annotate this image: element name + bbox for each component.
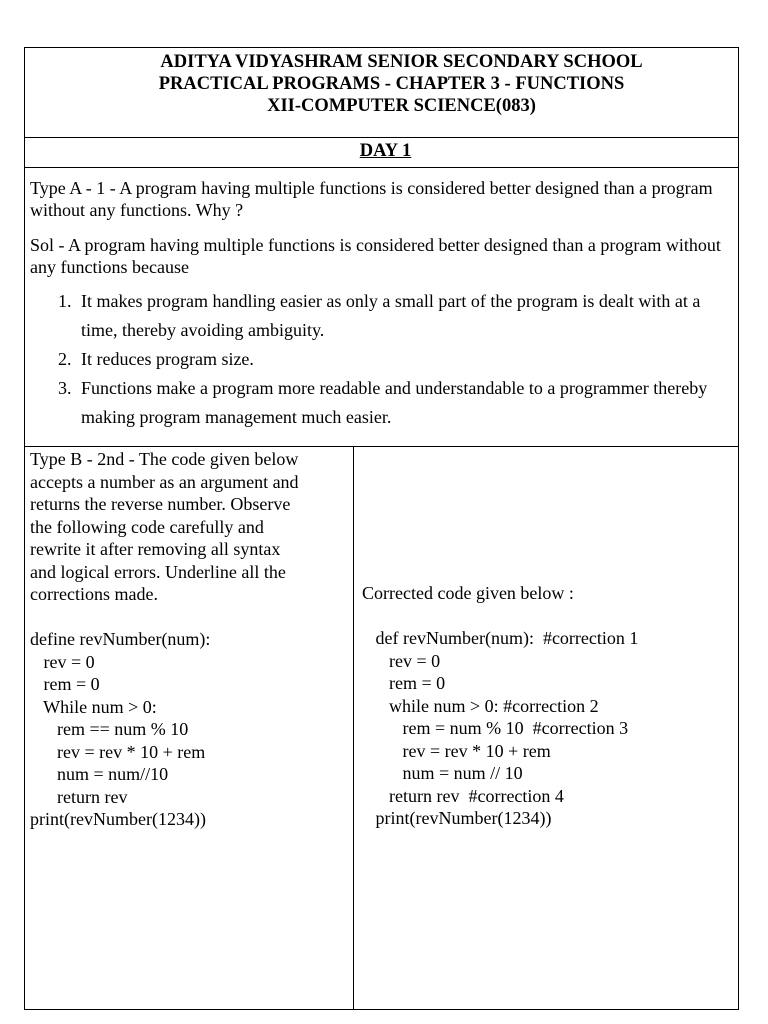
original-code-line: return rev (30, 786, 128, 807)
solution-point: 2. It reduces program size. (76, 345, 733, 374)
original-code-line: rem = 0 (30, 674, 100, 694)
corrected-code-line: while num > 0: #correction 2 (362, 695, 599, 716)
corrected-code-line: rem = 0 (362, 673, 446, 693)
type-a-section (25, 167, 738, 447)
corrected-code-line: rev = 0 (362, 650, 441, 671)
type-b-question-line: and logical errors. Underline all the (30, 561, 286, 582)
solution-point: 3. Functions make a program more readable and understandable to a programmer thereby making program management much easier. (76, 374, 733, 432)
corrected-code-line: return rev #correction 4 (362, 785, 564, 806)
original-code-line: rem == num % 10 (30, 719, 189, 739)
type-b-question-line: corrections made. (30, 584, 158, 604)
type-b-question-line: Type B - 2nd - The code given below (30, 449, 299, 469)
day-row (25, 138, 738, 168)
header-chapter-title: PRACTICAL PROGRAMS - CHAPTER 3 - FUNCTIONS (158, 74, 625, 94)
original-code-line: rev = 0 (30, 651, 95, 672)
original-code-line: num = num//10 (30, 764, 169, 784)
header-subject: XII-COMPUTER SCIENCE(083) (267, 96, 536, 116)
original-code-block (30, 628, 348, 831)
corrected-code-label: Corrected code given below : (362, 583, 574, 603)
original-code-line: rev = rev * 10 + rem (30, 741, 206, 762)
corrected-code-line: num = num // 10 (362, 763, 523, 783)
type-a-question: Type A - 1 - A program having multiple functions is considered better designed than a program without any functions. Why ? (30, 178, 713, 220)
document-frame (24, 47, 739, 1010)
day-title: DAY 1 (359, 141, 412, 161)
type-b-question-line: returns the reverse number. Observe (30, 494, 291, 514)
original-code-line: While num > 0: (30, 696, 157, 717)
original-code-line: define revNumber(num): (30, 629, 211, 649)
type-b-question-line: accepts a number as an argument and (30, 471, 299, 492)
original-code-line: print(revNumber(1234)) (30, 809, 206, 829)
type-a-solution: Sol - A program having multiple functions is considered better designed than a program without any functions because (30, 235, 721, 277)
corrected-code-line: rev = rev * 10 + rem (362, 740, 551, 761)
school-header (25, 48, 738, 138)
corrected-code-line: rem = num % 10 #correction 3 (362, 718, 629, 738)
corrected-code-line: def revNumber(num): #correction 1 (362, 628, 639, 648)
solution-points-list (30, 287, 733, 432)
type-b-question-line: the following code carefully and (30, 516, 264, 537)
corrected-code-block (362, 627, 638, 830)
type-b-question-column (25, 447, 354, 1010)
header-school-name: ADITYA VIDYASHRAM SENIOR SECONDARY SCHOOL (160, 52, 643, 72)
type-b-question-line: rewrite it after removing all syntax (30, 539, 281, 559)
corrected-code-column (355, 447, 738, 1010)
solution-point: 1. It makes program handling easier as only a small part of the program is dealt with at a time, thereby avoiding ambiguity. (76, 287, 733, 345)
corrected-code-line: print(revNumber(1234)) (362, 808, 552, 828)
